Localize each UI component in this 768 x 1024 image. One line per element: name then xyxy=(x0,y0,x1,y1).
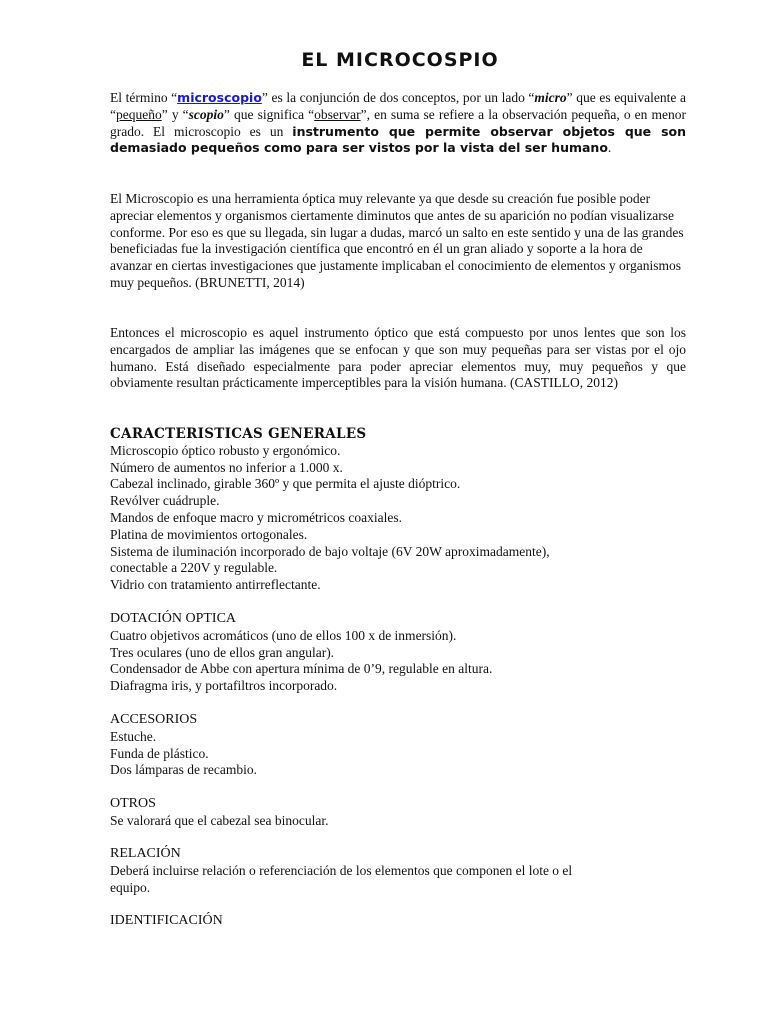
list-item: Diafragma iris, y portafiltros incorporado. xyxy=(110,678,338,694)
intro-text-3: ” que es equivalente a “ xyxy=(110,90,686,122)
caracteristicas-heading: CARACTERISTICAS GENERALES xyxy=(110,426,367,442)
list-item: Funda de plástico. xyxy=(110,745,209,761)
list-item: Condensador de Abbe con apertura mínima de 0’9, regulable en altura. xyxy=(110,661,493,677)
page-title: EL MICROCOSPIO xyxy=(301,49,499,71)
list-item: Estuche. xyxy=(110,728,157,744)
intro-observar: observar xyxy=(314,106,361,122)
intro-paragraph xyxy=(110,90,686,157)
section-otros xyxy=(110,796,686,830)
intro-end: . xyxy=(607,140,612,156)
intro-bold-definition: instrumento que permite observar objetos que son demasiado pequeños como para ser vistos por la vista del ser humano xyxy=(110,123,686,156)
list-item: Sistema de iluminación incorporado de bajo voltaje (6V 20W aproximadamente), xyxy=(110,543,550,559)
section-dotacion xyxy=(110,611,686,695)
list-item: Número de aumentos no inferior a 1.000 x. xyxy=(110,459,343,475)
list-item: Cabezal inclinado, girable 360º y que permita el ajuste dióptrico. xyxy=(110,476,461,492)
list-item: Vidrio con tratamiento antirreflectante. xyxy=(110,577,321,593)
section-relacion xyxy=(110,846,686,896)
intro-text-1: El término “ xyxy=(110,90,178,105)
accesorios-heading: ACCESORIOS xyxy=(110,712,198,727)
list-item: Dos lámparas de recambio. xyxy=(110,762,257,778)
list-item: Revólver cuádruple. xyxy=(110,493,220,509)
paragraph-castillo: Entonces el microscopio es aquel instrumento óptico que está compuesto por unos lentes que son los encargados de ampliar las imágenes que se enfocan y que son muy pequeñas para ser vistas por el ojo humano. Está diseñado especialmente para poder apreciar elementos muy, muy pequeños y que obviamente resultan prácticamente imperceptibles para la visión humana. (CASTILLO, 2012) xyxy=(110,325,686,391)
otros-heading: OTROS xyxy=(110,796,156,811)
intro-text-2: ” es la conjunción de dos conceptos, por un lado “ xyxy=(261,90,535,105)
list-item: Mandos de enfoque macro y micrométricos coaxiales. xyxy=(110,509,403,525)
section-caracteristicas xyxy=(110,426,686,594)
list-item: conectable a 220V y regulable. xyxy=(110,560,278,576)
paragraph-brunetti: El Microscopio es una herramienta óptica muy relevante ya que desde su creación fue posible poder apreciar elementos y organismos ciertamente diminutos que antes de su aparición no podían visualizarse conforme. Por eso es que su llegada, sin lugar a dudas, marcó un salto en este sentido y una de las grandes beneficiadas fue la investigación científica que encontró en él un gran aliado y soporte a la hora de avanzar en ciertas investigaciones que justamente implicaban el conocimiento de elementos y organismos muy pequeños. (BRUNETTI, 2014) xyxy=(110,191,684,290)
list-item: Microscopio óptico robusto y ergonómico. xyxy=(110,442,341,458)
intro-text-4: ” y “ xyxy=(161,106,189,122)
list-item: Tres oculares (uno de ellos gran angular). xyxy=(110,644,335,660)
intro-scopio: scopio xyxy=(188,106,224,122)
relacion-heading: RELACIÓN xyxy=(110,846,181,861)
list-item: Cuatro objetivos acromáticos (uno de ellos 100 x de inmersión). xyxy=(110,627,457,643)
microscopio-link[interactable]: microscopio xyxy=(177,90,262,105)
list-item: equipo. xyxy=(110,879,151,895)
intro-text-5: ” que significa “ xyxy=(223,106,315,122)
list-item: Platina de movimientos ortogonales. xyxy=(110,526,308,542)
section-identificacion xyxy=(110,913,686,930)
intro-pequeno: pequeño xyxy=(116,106,162,122)
section-accesorios xyxy=(110,712,686,779)
list-item: Deberá incluirse relación o referenciación de los elementos que componen el lote o el xyxy=(110,862,573,878)
list-item: Se valorará que el cabezal sea binocular. xyxy=(110,812,329,828)
intro-text-6: ”, en suma se refiere a la observación pequeña, o en menor grado. El microscopio es un xyxy=(110,106,687,139)
intro-micro: micro xyxy=(534,90,567,105)
identificacion-heading: IDENTIFICACIÓN xyxy=(110,913,223,928)
dotacion-heading: DOTACIÓN OPTICA xyxy=(110,611,237,626)
